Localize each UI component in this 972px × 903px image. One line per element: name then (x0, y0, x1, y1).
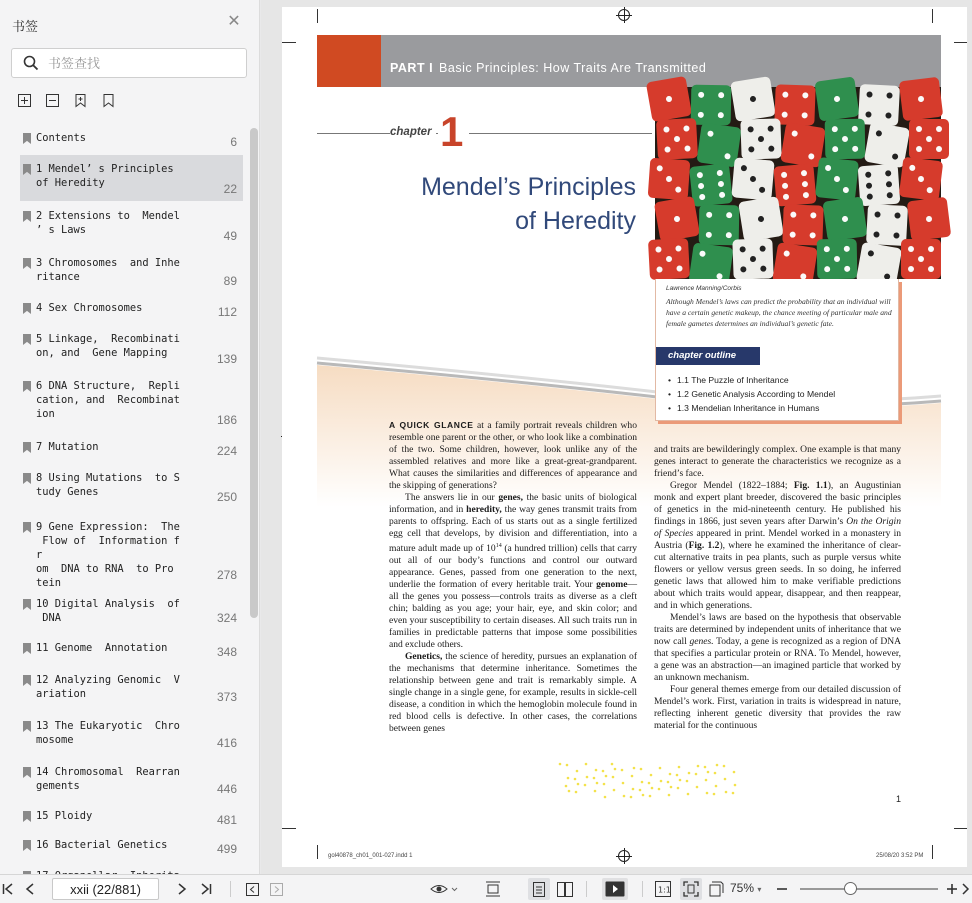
close-icon[interactable]: ✕ (227, 13, 241, 30)
crop-mark (317, 9, 318, 23)
previous-page-icon[interactable] (22, 878, 38, 900)
print-slug: gol40878_ch01_001-027.indd 1 (328, 853, 413, 859)
dice-photo (655, 87, 941, 279)
crop-mark (932, 845, 933, 859)
toc-item[interactable]: 11 Genome Annotation 348 (20, 634, 243, 664)
add-bookmark-icon[interactable] (72, 92, 89, 109)
registration-mark (618, 9, 630, 21)
crop-mark (954, 42, 967, 43)
bottom-toolbar (0, 874, 972, 903)
bookmark-flag-icon (23, 643, 31, 654)
photo-caption-card (655, 279, 899, 421)
forward-icon[interactable] (268, 878, 284, 900)
bookmark-flag-icon (23, 303, 31, 314)
chapter-rule (317, 133, 652, 134)
continuous-scroll-icon[interactable] (484, 878, 502, 900)
bookmark-search-input[interactable] (48, 54, 238, 72)
toc-item[interactable]: 10 Digital Analysis of DNA 324 (20, 590, 243, 630)
die (689, 163, 733, 207)
crop-mark (282, 42, 296, 43)
search-icon (23, 55, 39, 71)
paragraph: and traits are bewilderingly complex. One example is that many genes interact to generate the characteristics we recognize as a friend’s face. (654, 444, 901, 479)
bookmark-flag-icon (23, 767, 31, 778)
die (899, 157, 944, 202)
svg-text:1:1: 1:1 (658, 885, 671, 895)
die (699, 205, 740, 246)
paragraph: The answers lie in our genes, the basic units of biological information, and in heredity, the way genes transmit traits from parents to offspring. Each of us starts out as a single fertilized egg cell that develops, by division and differentiation, into a mature adult made up of $10^{14}$ (a hundred trillion) cells that carry out all of our body’s functions and control our outward appearance. Genes, passed from one generation to the next, underlie the formation of every heritable trait. Your genome—all the genes you possess—controls traits as diverse as a cleft chin; balding as you age; your hair, eye, and skin color; and even your susceptibility to certain diseases. All such traits run in families in predictable patterns that impose some possibilities and exclude others. (389, 492, 638, 651)
sidebar-scrollbar[interactable] (250, 128, 258, 618)
bookmark-flag-icon (23, 381, 31, 392)
die (822, 196, 867, 241)
divider (586, 881, 587, 897)
bookmark-flag-icon (23, 442, 31, 453)
crop-mark (954, 828, 967, 829)
chapter-outline (668, 373, 835, 415)
bookmark-flag-icon (23, 211, 31, 222)
slideshow-play-icon[interactable] (602, 878, 628, 900)
bookmark-flag-icon (23, 840, 31, 851)
die (648, 238, 690, 280)
back-icon[interactable] (244, 878, 260, 900)
die (773, 163, 816, 206)
toc-item[interactable]: 16 Bacterial Genetics 499 (20, 831, 243, 861)
document-viewer[interactable] (261, 0, 972, 874)
zoom-in-icon[interactable] (944, 878, 960, 900)
paragraph: A QUICK GLANCE at a family portrait reveals children who resemble one parent or the other, or who look like a combination of the two. Some children, however, look unlike any of the assembled relatives and more like a great-great-grandparent. What causes the similarities and differences of appearance and the skipping of generations? (389, 420, 637, 491)
die (825, 119, 866, 160)
toc-item[interactable]: 8 Using Mutations to S tudy Genes 250 (20, 464, 243, 509)
body-column-right (654, 444, 901, 732)
divider (230, 881, 231, 897)
bookmark-flag-icon (23, 675, 31, 686)
die (740, 118, 781, 159)
actual-size-icon[interactable] (654, 878, 672, 900)
last-page-icon[interactable] (198, 878, 214, 900)
bookmark-flag-icon (23, 334, 31, 345)
bookmark-flag-icon (23, 473, 31, 484)
zoom-level-dropdown[interactable]: 75% ▾ (730, 881, 762, 895)
bookmark-list (0, 124, 250, 874)
two-page-icon[interactable] (556, 878, 574, 900)
paragraph: Mendel’s laws are based on the hypothesis that observable traits are determined by independent units of inheritance that we now call genes. Today, a gene is recognized as a region of DNA that specifies a particular protein or RNA. To Mendel, however, a gene was an abstraction—an imagined particle that worked by an unknown mechanism. (654, 612, 902, 683)
die (815, 157, 859, 201)
chapter-number: 1 (438, 110, 469, 154)
die (691, 85, 732, 126)
print-date: 25/08/20 3:52 PM (876, 853, 924, 859)
bookmark-flag-icon (23, 133, 31, 144)
toc-item[interactable]: 12 Analyzing Genomic V ariation 373 (20, 666, 243, 709)
part-heading: PART I Basic Principles: How Traits Are Transmitted (390, 61, 707, 75)
die (814, 76, 859, 121)
collapse-toolbar-icon[interactable] (962, 878, 972, 900)
next-page-icon[interactable] (174, 878, 190, 900)
toc-item[interactable]: 3 Chromosomes and Inhe ritance 89 (20, 249, 243, 293)
toc-item[interactable]: 6 DNA Structure, Repli cation, and Recombinat ion 186 (20, 372, 243, 432)
paragraph: Genetics, the science of heredity, pursues an explanation of the mechanisms that determine inheritance. Sometimes the relationship between gene and trait is remarkably simple. A single change in a single gene, for example, results in sickle-cell disease, a condition in which the hemoglobin molecule found in red blood cells is defective. In other cases, the correlations between genes (389, 651, 637, 735)
chevron-down-icon: ▾ (757, 885, 762, 894)
die (648, 158, 691, 201)
die (907, 197, 952, 242)
outline-item: • 1.2 Genetic Analysis According to Mendel (668, 387, 835, 401)
toc-item[interactable]: 15 Ploidy 481 (20, 802, 243, 832)
single-page-icon[interactable] (528, 878, 550, 900)
die (654, 196, 700, 242)
registration-mark (618, 850, 630, 862)
crop-mark (317, 845, 318, 859)
die (858, 164, 901, 207)
page-number-input[interactable] (52, 878, 159, 900)
fit-page-icon[interactable] (680, 878, 702, 900)
decorative-dots (560, 761, 736, 801)
zoom-slider-handle[interactable] (844, 882, 857, 895)
zoom-out-icon[interactable] (774, 878, 790, 900)
bookmark-flag-icon (23, 721, 31, 732)
die (774, 84, 815, 125)
reading-mode-eye-icon[interactable] (428, 878, 460, 900)
first-page-icon[interactable] (0, 878, 16, 900)
toc-item[interactable]: 4 Sex Chromosomes 112 (20, 294, 243, 324)
die (732, 238, 773, 279)
bookmark-search-box[interactable] (11, 48, 247, 78)
expand-all-icon[interactable] (16, 92, 33, 109)
toc-item[interactable]: 7 Mutation 224 (20, 433, 243, 463)
sidebar-title: 书签 (12, 19, 39, 34)
die (858, 84, 900, 126)
toc-item[interactable]: 9 Gene Expression: The Flow of Information fr om DNA to RNA to Pro tein 278 (20, 513, 243, 587)
crop-mark (932, 9, 933, 23)
toc-item[interactable]: 14 Chromosomal Rearran gements 446 (20, 758, 243, 801)
divider (642, 881, 643, 897)
page-number: 1 (896, 794, 902, 804)
crop-mark (282, 828, 296, 829)
fit-width-icon[interactable] (708, 878, 726, 900)
bookmark-flag-icon (23, 164, 31, 175)
zoom-slider-track[interactable] (800, 888, 938, 890)
chapter-label: chapter (390, 126, 436, 138)
chapter-title: Mendel’s Principles of Heredity (421, 173, 636, 235)
die (901, 239, 941, 279)
die (738, 196, 784, 242)
outline-item: • 1.3 Mendelian Inheritance in Humans (668, 401, 835, 415)
body-column-left (389, 419, 637, 735)
die (731, 157, 774, 200)
bookmark-flag-icon (23, 811, 31, 822)
die (817, 239, 858, 280)
photo-credit: Lawrence Manning/Corbis (666, 285, 742, 292)
toc-item-current[interactable]: 1 Mendel’ s Principles of Heredity 22 (20, 155, 243, 201)
collapse-all-icon[interactable] (44, 92, 61, 109)
bookmark-flag-icon (23, 522, 31, 533)
die (730, 76, 776, 122)
part-banner-accent (317, 35, 381, 87)
die (899, 77, 944, 122)
chapter-outline-title: chapter outline (656, 347, 760, 365)
toc-item[interactable]: 5 Linkage, Recombinati on, and Gene Mapping 139 (20, 325, 243, 371)
bookmark-icon[interactable] (100, 92, 117, 109)
die (909, 119, 949, 159)
bookmark-sidebar (0, 0, 260, 874)
bookmark-toolbar (16, 92, 117, 110)
bookmark-flag-icon (23, 599, 31, 610)
outline-item: • 1.1 The Puzzle of Inheritance (668, 373, 835, 387)
toc-item[interactable]: 2 Extensions to Mendel ’ s Laws 49 (20, 202, 243, 248)
die (646, 76, 692, 122)
bookmark-flag-icon (23, 258, 31, 269)
toc-item[interactable]: Contents 6 (20, 124, 243, 154)
toc-item[interactable]: 13 The Eukaryotic Chro mosome 416 (20, 712, 243, 755)
pdf-page (282, 7, 967, 867)
photo-caption: Although Mendel’s laws can predict the probability that an individual will have a certain genetic makeup, the chance meeting of particular male and female gametes determines an individual’s genetic fate. (666, 297, 892, 328)
die (656, 118, 698, 160)
paragraph: Four general themes emerge from our detailed discussion of Mendel’s work. First, variation in traits is widespread in nature, reflecting inherent genetic diversity that provides the raw material for the continuous (654, 684, 901, 731)
paragraph: Gregor Mendel (1822–1884; Fig. 1.1), an Augustinian monk and expert plant breeder, discovered the basic principles of genetics in the mid-nineteenth century. He published his findings in 1866, just seven years after Darwin’s On the Origin of Species appeared in print. Mendel worked in a monastery in Austria (Fig. 1.2), where he examined the inheritance of clear-cut alternative traits in pea plants, such as purple versus white flowers or yellow versus green seeds. In so doing, he inferred genetic laws that allowed him to make verifiable predictions about which traits would appear, disappear, and then reappear, and in which generations. (654, 480, 902, 611)
